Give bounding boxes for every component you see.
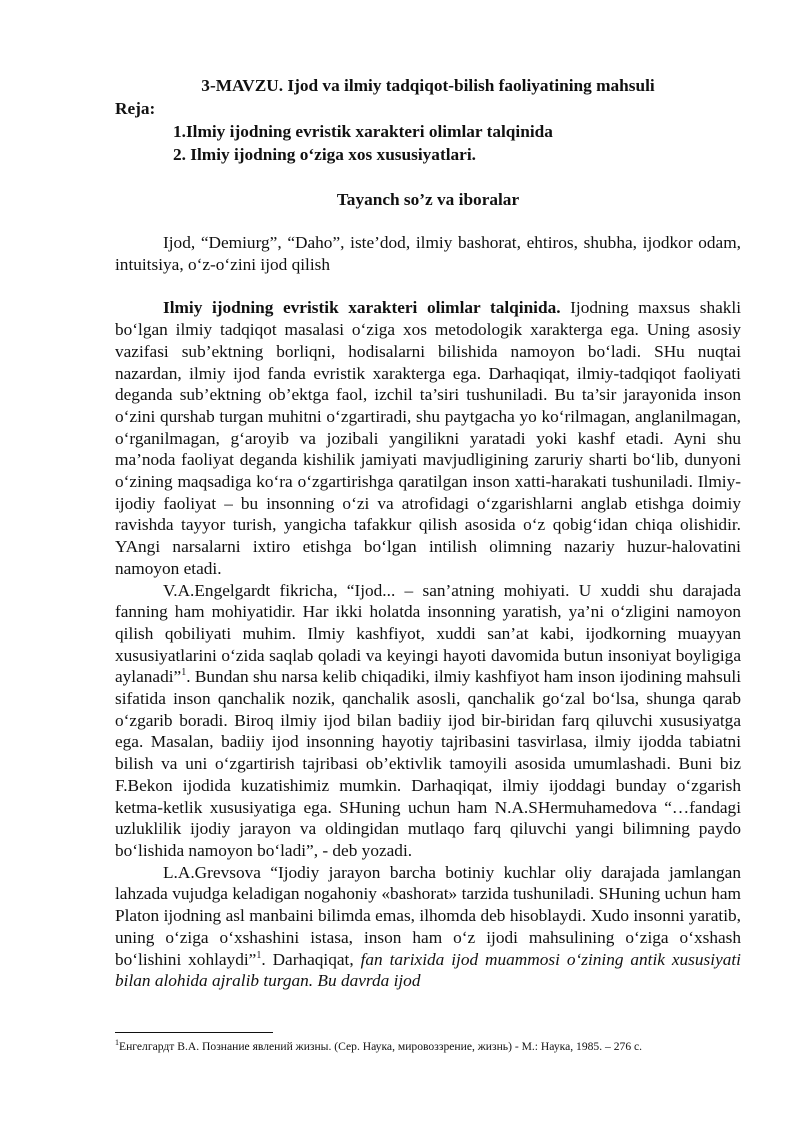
paragraph3-italic: fan tarixida ijod muammosi o‘zining antik xususiyati bilan alohida ajralib turgan. Bu davrda ijod: [115, 949, 741, 991]
paragraph-engelgardt: [115, 580, 741, 862]
footnote: [115, 1040, 755, 1054]
document-page: [115, 74, 741, 992]
paragraph3-text: L.A.Grevsova “Ijodiy jarayon barcha botiniy kuchlar oliy darajada jamlangan lahzada vujudga keladigan nogahoniy «bashorat» tarzida tushuniladi. SHuning uchun ham Platon ijodning asl manbaini bilimda emas, ilhomda deb hisoblaydi. Xudo insonni yaratib, uning o‘ziga o‘xshashini istasa, inson ham o‘z ijodi mahsulining o‘ziga o‘xshash bo‘lishini xohlaydi”: [115, 862, 741, 969]
paragraph2-text-after: . Bundan shu narsa kelib chiqadiki, ilmiy kashfiyot ham inson ijodining mahsuli sifatida inson qanchalik nozik, qanchalik asosli, qanchalik go‘zal bo‘lsa, shunga qarab o‘zgarib boradi. Biroq ilmiy ijod bilan badiiy ijod bir-biridan farq qiluvchi xususiyatga ega. Masalan, badiiy ijod insonning hayotiy tajribasini tasvirlasa, ilmiy ijodda tabiatni bilish va uni o‘zgartirish tajribasi ob’ektivlik tamoyili asosida umumlashadi. Buni biz F.Bekon ijodida kuzatishimiz mumkin. Darhaqiqat, ilmiy ijoddagi bunday o‘zgarish ketma-ketlik xususiyatiga ega. SHuning uchun ham N.A.SHermuhamedova “…fandagi uzluklilik ijodiy jarayon va oldingidan mutlaqo farq qiluvchi yangi bilimning paydo bo‘lishida namoyon bo‘ladi”, - deb yozadi.: [115, 667, 741, 860]
footnote-text: Енгелгардт В.А. Познание явлений жизны. (Сер. Наука, мировоззрение, жизнь) - М.: Наука, 1985. – 276 с.: [119, 1040, 643, 1053]
paragraph3-text-after: . Darhaqiqat,: [261, 949, 361, 969]
section1-paragraph: [115, 297, 741, 579]
keywords-title: Tayanch so’z va iboralar: [336, 190, 520, 209]
footnote-divider: [115, 1032, 273, 1033]
document-title: 3-MAVZU. Ijod va ilmiy tadqiqot-bilish faoliyatining mahsuli: [201, 76, 655, 95]
keywords-text: Ijod, “Demiurg”, “Daho”, iste’dod, ilmiy bashorat, ehtiros, shubha, ijodkor odam, intuitsiya, o‘z-o‘zini ijod qilish: [115, 233, 741, 274]
footnote-marker: 1: [115, 1038, 119, 1048]
footnote-ref: 1: [256, 949, 262, 961]
plan-item-2: 2. Ilmiy ijodning o‘ziga xos xususiyatlari.: [173, 145, 476, 164]
paragraph2-text: V.A.Engelgardt fikricha, “Ijod... – san’atning mohiyati. U xuddi shu darajada fanning ham mohiyatidir. Har ikki holatda insonning yaratish, ya’ni o‘zligini namoyon qilish qobiliyati muhim. Ilmiy kashfiyot, xuddi san’at kabi, ijodkorning muayyan xususiyatlarini o‘zida saqlab qoladi va keyingi hayoti davomida butun insoniyat boyligiga aylanadi”: [115, 580, 741, 687]
section1-text: Ijodning maxsus shakli bo‘lgan ilmiy tadqiqot masalasi o‘ziga xos metodologik xarakterga ega. Uning asosiy vazifasi sub’ektning borliqni, hodisalarni bilishida namoyon bo‘ladi. SHu nuqtai nazardan, ilmiy ijod fanda evristik xarakterga ega. Darhaqiqat, ilmiy-tadqiqot faoliyati deganda sub’ektning ob’ektga faol, izchil ta’siri tushuniladi. Bu ta’sir jarayonida inson o‘zini qurshab turgan muhitni o‘zgartiradi, shu paytgacha yo ko‘rilmagan, anglanilmagan, o‘rganilmagan, g‘aroyib va jozibali yangilikni yaratadi yoki kashf etadi. Ayni shu ma’noda faoliyat deganda kishilik jamiyati mavjudligining zaruriy sharti bo‘lib, dunyoni o‘zining maqsadiga ko‘ra o‘zgartirishga qaratilgan inson xatti-harakati tushuniladi. Ilmiy-ijodiy faoliyat – bu insonning o‘zi va atrofidagi o‘zgarishlarni anglab etishga doimiy ravishda tayyor turish, yangicha tafakkur qilish asosida o‘z qobig‘idan chiqa olishidir. YAngi narsalarni ixtiro etishga bo‘lgan intilish olimning nazariy huzur-halovatini namoyon etadi.: [115, 298, 741, 578]
paragraph-grevsova: [115, 862, 741, 992]
section1-heading: Ilmiy ijodning evristik xarakteri olimlar talqinida.: [163, 298, 561, 318]
footnote-ref: 1: [181, 667, 187, 679]
plan-label: Reja:: [115, 99, 156, 118]
plan-item-1: 1.Ilmiy ijodning evristik xarakteri olimlar talqinida: [173, 122, 553, 141]
